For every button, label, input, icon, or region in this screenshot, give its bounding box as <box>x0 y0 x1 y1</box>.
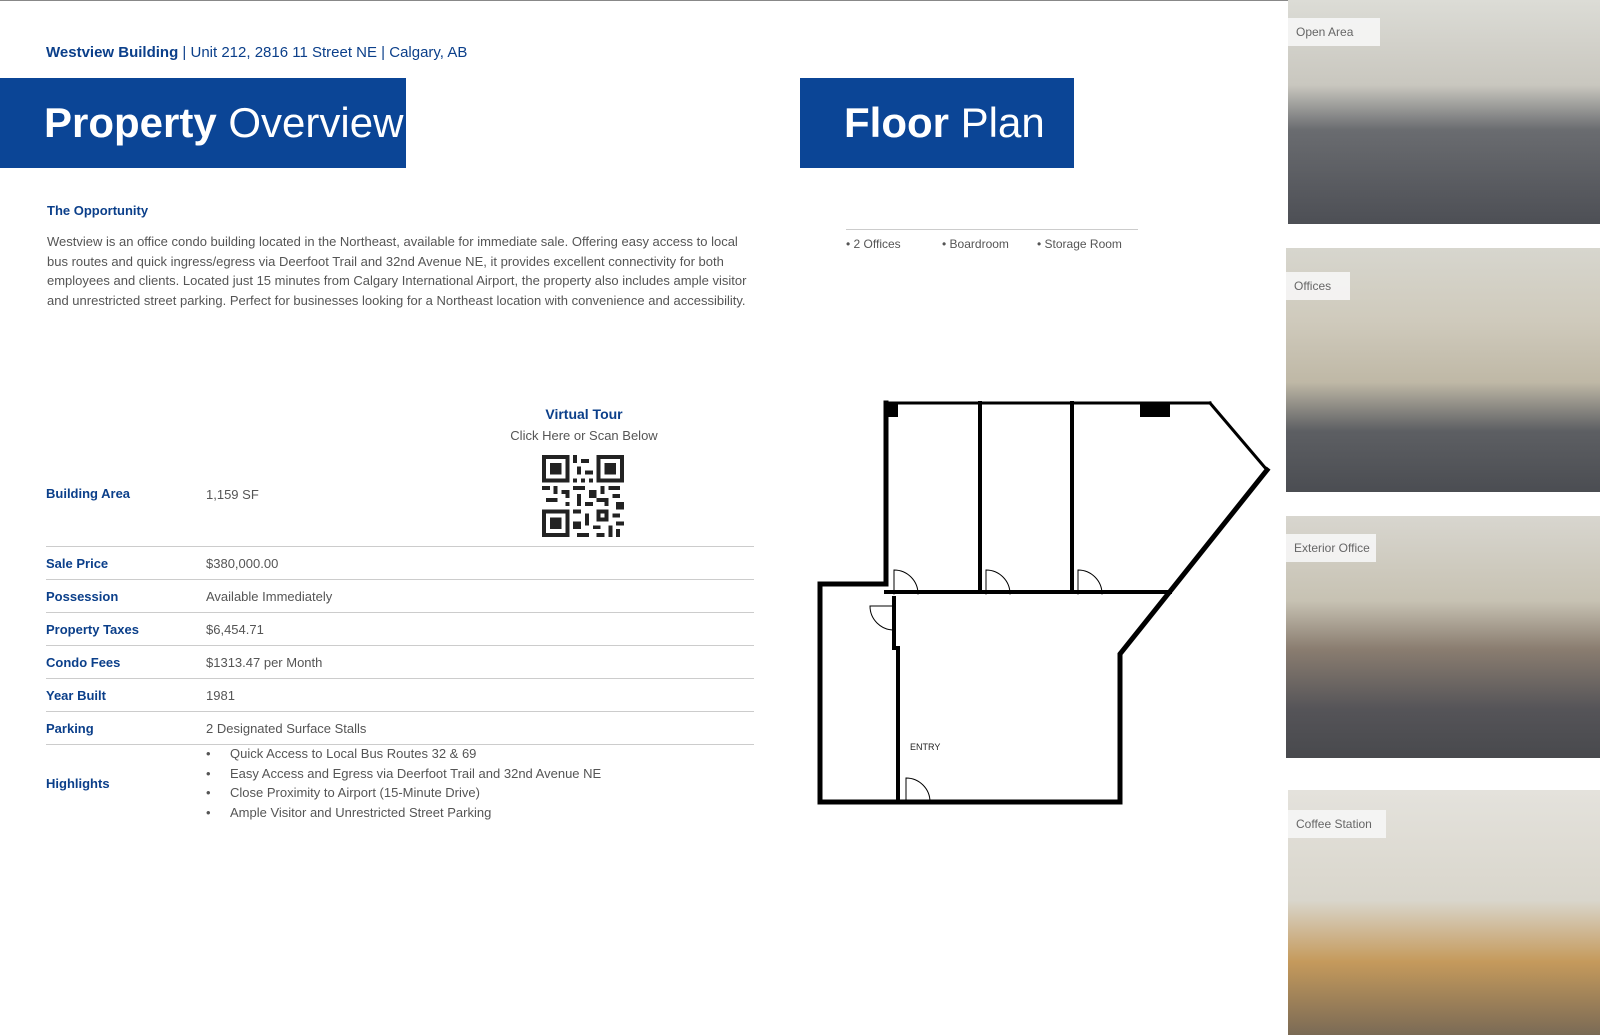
list-item: • Quick Access to Local Bus Routes 32 & 69 <box>206 744 601 764</box>
banner-bold-text: Floor <box>844 99 949 146</box>
opportunity-description: Westview is an office condo building located in the Northeast, available for immediate sale. Offering easy access to local bus routes and quick ingress/egress via Deerfoot Trail and 32nd Avenue NE, it provides excellent connectivity for both employees and clients. Located just 15 minutes from Calgary International Airport, the property also includes ample visitor and unrestricted street parking. Perfect for businesses looking for a Northeast location with convenience and accessibility. <box>47 234 747 308</box>
unit-address: Unit 212, 2816 11 Street NE <box>190 44 377 61</box>
virtual-tour-link[interactable] <box>484 406 684 443</box>
detail-label: Sale Price <box>46 556 109 571</box>
column <box>886 403 898 417</box>
table-row <box>46 547 754 580</box>
detail-label: Parking <box>46 721 94 736</box>
list-item: • Ample Visitor and Unrestricted Street Parking <box>206 803 601 823</box>
opportunity-heading: The Opportunity <box>47 203 149 218</box>
entry-label: ENTRY <box>910 742 941 752</box>
detail-label: Year Built <box>46 688 106 703</box>
floor-feature: • Storage Room <box>1037 237 1122 251</box>
separator: | <box>178 44 191 61</box>
detail-value: Available Immediately <box>206 589 333 604</box>
table-row <box>46 613 754 646</box>
photo-caption: Offices <box>1286 272 1350 300</box>
detail-value: 2 Designated Surface Stalls <box>206 721 367 736</box>
table-row <box>46 580 754 613</box>
photo-offices <box>1286 248 1600 492</box>
photo-caption: Open Area <box>1288 18 1380 46</box>
detail-label: Possession <box>46 589 119 604</box>
separator: | <box>377 44 390 61</box>
floor-feature: • Boardroom <box>942 237 1009 251</box>
property-address <box>46 44 467 61</box>
window-wall <box>1210 403 1267 470</box>
detail-value: 1981 <box>206 688 235 703</box>
detail-value: 1,159 SF <box>206 487 259 502</box>
photo-caption: Exterior Office <box>1286 534 1376 562</box>
detail-value: $6,454.71 <box>206 622 264 637</box>
detail-label: Property Taxes <box>46 622 139 637</box>
banner-light-text: Overview <box>216 99 404 146</box>
building-name: Westview Building <box>46 44 179 61</box>
detail-value: $1313.47 per Month <box>206 655 323 670</box>
photo-caption: Coffee Station <box>1288 810 1386 838</box>
table-row <box>46 646 754 679</box>
door-swing <box>870 606 894 630</box>
table-row <box>46 679 754 712</box>
photo-exterior-office <box>1286 516 1600 758</box>
banner-bold-text: Property <box>44 99 217 146</box>
photo-coffee-station <box>1288 790 1600 1035</box>
property-details-table <box>46 470 754 745</box>
interior-wall <box>894 598 898 802</box>
list-item: • Easy Access and Egress via Deerfoot Trail and 32nd Avenue NE <box>206 764 601 784</box>
floor-features-divider <box>846 229 1138 230</box>
floor-feature: • 2 Offices <box>846 237 901 251</box>
property-overview-banner <box>0 78 406 168</box>
highlights-row <box>46 744 754 824</box>
virtual-tour-title[interactable]: Virtual Tour <box>545 406 623 422</box>
detail-label: Condo Fees <box>46 655 121 670</box>
highlights-list <box>206 744 601 822</box>
floor-plan-banner <box>800 78 1074 168</box>
detail-label: Building Area <box>46 486 131 501</box>
column <box>1140 403 1170 417</box>
door-swing <box>906 778 930 802</box>
banner-light-text: Plan <box>948 99 1045 146</box>
virtual-tour-subtitle[interactable]: Click Here or Scan Below <box>510 428 658 443</box>
city: Calgary, AB <box>389 44 468 61</box>
table-row <box>46 712 754 745</box>
floor-plan-drawing <box>810 398 1280 808</box>
detail-value: $380,000.00 <box>206 556 279 571</box>
list-item: • Close Proximity to Airport (15-Minute Drive) <box>206 783 601 803</box>
highlights-label: Highlights <box>46 776 110 791</box>
table-row <box>46 470 754 547</box>
photo-open-area <box>1288 0 1600 224</box>
